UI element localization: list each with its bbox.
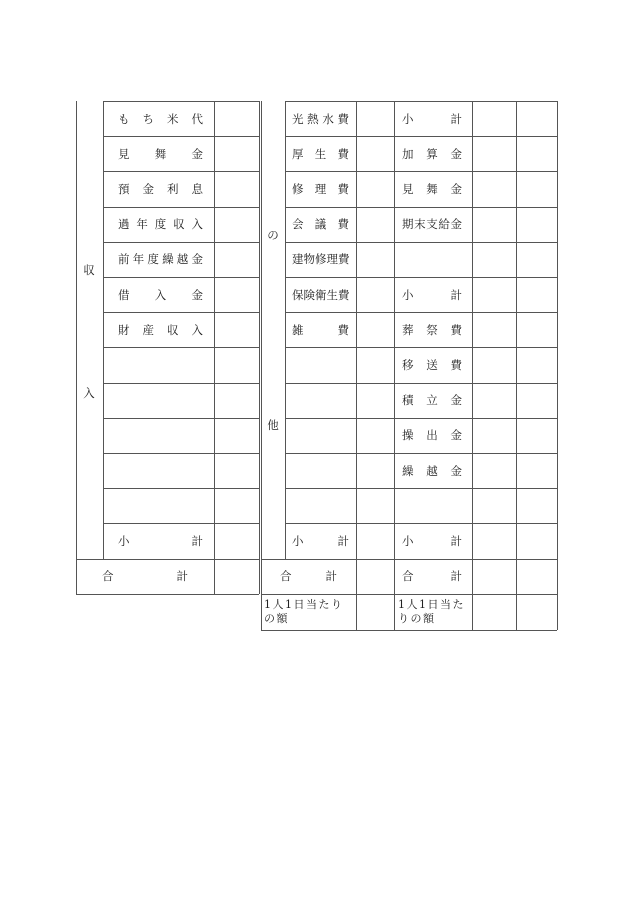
table-rule [472,101,473,630]
expense-row-label: 建物修理費 [292,252,350,267]
table-rule [259,101,260,594]
expense-row-label: 光熱水費 [292,111,349,126]
table-rule [394,101,395,630]
income-row-label: 借入金 [118,287,203,302]
other-side-label-bottom: 他 [267,418,279,432]
table-rule [557,101,558,630]
table-rule [76,594,259,595]
table-rule [516,101,517,630]
table-rule [285,101,286,559]
expense-right-row-label: 繰越金 [402,463,462,478]
expense-row-label: 厚生費 [292,146,349,161]
table-rule [103,207,259,208]
table-rule [214,101,215,594]
income-row-label: 見舞金 [118,146,203,161]
per-person-daily-label-right: 1人1日当たりの額 [398,598,465,625]
table-rule [103,523,259,524]
table-rule [261,559,557,560]
expense-right-row-label: 見舞金 [402,182,462,196]
expense-right-row-label: 小計 [402,534,462,548]
table-rule [103,101,104,559]
table-rule [103,347,259,348]
income-row-label: 財産収入 [118,322,203,337]
income-row-label: 前年度繰越金 [118,252,203,267]
expense-row-label: 保険衛生費 [292,287,350,302]
table-rule [261,630,557,631]
table-rule [76,101,77,594]
table-rule [103,418,259,419]
expense-row-label: 雑費 [292,322,349,337]
expense-right-row-label: 葬祭費 [402,322,462,337]
table-rule [103,312,259,313]
grand-total-label-right: 合計 [402,569,462,584]
income-row-label: 過年度収入 [118,217,203,232]
table-rule [76,559,259,560]
income-side-label-bottom: 入 [83,386,95,400]
expense-row-label: 修理費 [292,182,349,196]
table-rule [103,488,259,489]
income-row-label: もち米代 [118,111,203,126]
grand-total-label-left: 合計 [102,569,188,584]
per-person-daily-label-mid: 1人1日当たりの額 [264,598,344,625]
expense-row-label: 小計 [292,534,349,548]
table-rule [103,101,259,102]
table-rule [356,101,357,630]
expense-right-row-label: 小計 [402,111,462,126]
expense-right-row-label: 加算金 [402,146,462,161]
table-rule [103,277,259,278]
table-rule [261,594,557,595]
expense-right-row-label: 小計 [402,287,462,302]
table-rule [261,101,262,630]
other-side-label-top: の [267,228,279,242]
table-rule [103,242,259,243]
table-rule [103,453,259,454]
table-rule [103,136,259,137]
income-row-label: 預金利息 [118,182,203,196]
expense-right-row-label: 積立金 [402,393,462,408]
income-side-label-top: 収 [83,263,95,277]
income-row-label: 小計 [118,534,203,548]
grand-total-label-mid: 合計 [280,569,337,584]
expense-right-row-label: 期末支給金 [402,217,462,232]
expense-right-row-label: 移送費 [402,358,462,372]
table-rule [103,383,259,384]
table-rule [103,171,259,172]
expense-row-label: 会議費 [292,217,349,232]
expense-right-row-label: 操出金 [402,428,462,443]
